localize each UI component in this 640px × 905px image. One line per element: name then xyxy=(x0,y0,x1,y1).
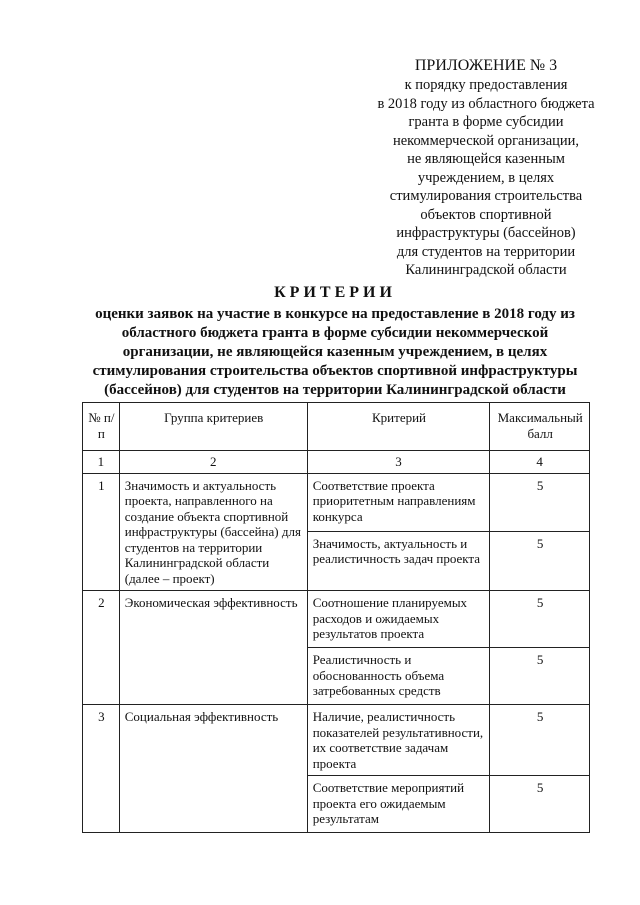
table-row xyxy=(83,473,590,531)
criterion-text: Соотношение планируемых расходов и ожидаемых результатов проекта xyxy=(307,591,490,648)
header-group: Группа критериев xyxy=(119,403,307,451)
group-num: 1 xyxy=(83,473,120,591)
criterion-score: 5 xyxy=(490,591,590,648)
appendix-line: в 2018 году из областного бюджета xyxy=(377,95,595,112)
heading-line: областного бюджета гранта в форме субсидии некоммерческой xyxy=(121,325,549,341)
group-num: 2 xyxy=(83,591,120,705)
header-criterion: Критерий xyxy=(307,403,490,451)
criterion-score: 5 xyxy=(490,776,590,833)
criteria-table xyxy=(82,402,590,833)
column-numbers-row xyxy=(83,451,590,474)
table-row xyxy=(83,705,590,776)
table-row xyxy=(83,591,590,648)
appendix-line: гранта в форме субсидии xyxy=(408,114,564,130)
criterion-score: 5 xyxy=(490,473,590,531)
appendix-line: инфраструктуры (бассейнов) xyxy=(396,225,576,241)
column-number: 4 xyxy=(490,451,590,474)
appendix-line: для студентов на территории xyxy=(396,243,576,260)
appendix-line: объектов спортивной xyxy=(420,206,552,223)
heading-line: организации, не являющейся казенным учреждением, в целях xyxy=(122,344,548,360)
heading-title: КРИТЕРИИ xyxy=(274,284,396,301)
table-header-row xyxy=(83,403,590,451)
appendix-title: ПРИЛОЖЕНИЕ № 3 xyxy=(414,57,558,74)
appendix-line: учреждением, в целях xyxy=(417,169,555,186)
group-name: Экономическая эффективность xyxy=(119,591,307,705)
criterion-score: 5 xyxy=(490,705,590,776)
appendix-line: некоммерческой организации, xyxy=(392,132,580,149)
group-num: 3 xyxy=(83,705,120,833)
criterion-text: Значимость, актуальность и реалистичность задач проекта xyxy=(307,531,490,590)
appendix-line: не являющейся казенным xyxy=(407,151,565,167)
heading-subtitle xyxy=(70,305,600,400)
group-name: Значимость и актуальность проекта, направленного на создание объекта спортивной инфраструктуры (бассейна) для студентов на территории Калининградской области (далее – проект) xyxy=(119,473,307,591)
heading-line: оценки заявок на участие в конкурсе на предоставление в 2018 году из xyxy=(95,306,575,322)
heading-line: (бассейнов) для студентов на территории Калининградской области xyxy=(104,382,566,398)
column-number: 1 xyxy=(83,451,120,474)
appendix-line: стимулирования строительства xyxy=(389,188,583,204)
document-heading xyxy=(70,282,600,400)
group-name: Социальная эффективность xyxy=(119,705,307,833)
appendix-line: к порядку предоставления xyxy=(404,77,568,93)
header-num: № п/п xyxy=(83,403,120,451)
column-number: 3 xyxy=(307,451,490,474)
criterion-score: 5 xyxy=(490,648,590,705)
criterion-text: Соответствие проекта приоритетным направлениям конкурса xyxy=(307,473,490,531)
criterion-text: Соответствие мероприятий проекта его ожидаемым результатам xyxy=(307,776,490,833)
criterion-text: Реалистичность и обоснованность объема затребованных средств xyxy=(307,648,490,705)
criterion-score: 5 xyxy=(490,531,590,590)
criterion-text: Наличие, реалистичность показателей результативности, их соответствие задачам проекта xyxy=(307,705,490,776)
column-number: 2 xyxy=(119,451,307,474)
appendix-block xyxy=(356,56,616,280)
appendix-line: Калининградской области xyxy=(405,262,567,278)
heading-line: стимулирования строительства объектов спортивной инфраструктуры xyxy=(92,363,578,379)
header-max-score: Максимальный балл xyxy=(490,403,590,451)
